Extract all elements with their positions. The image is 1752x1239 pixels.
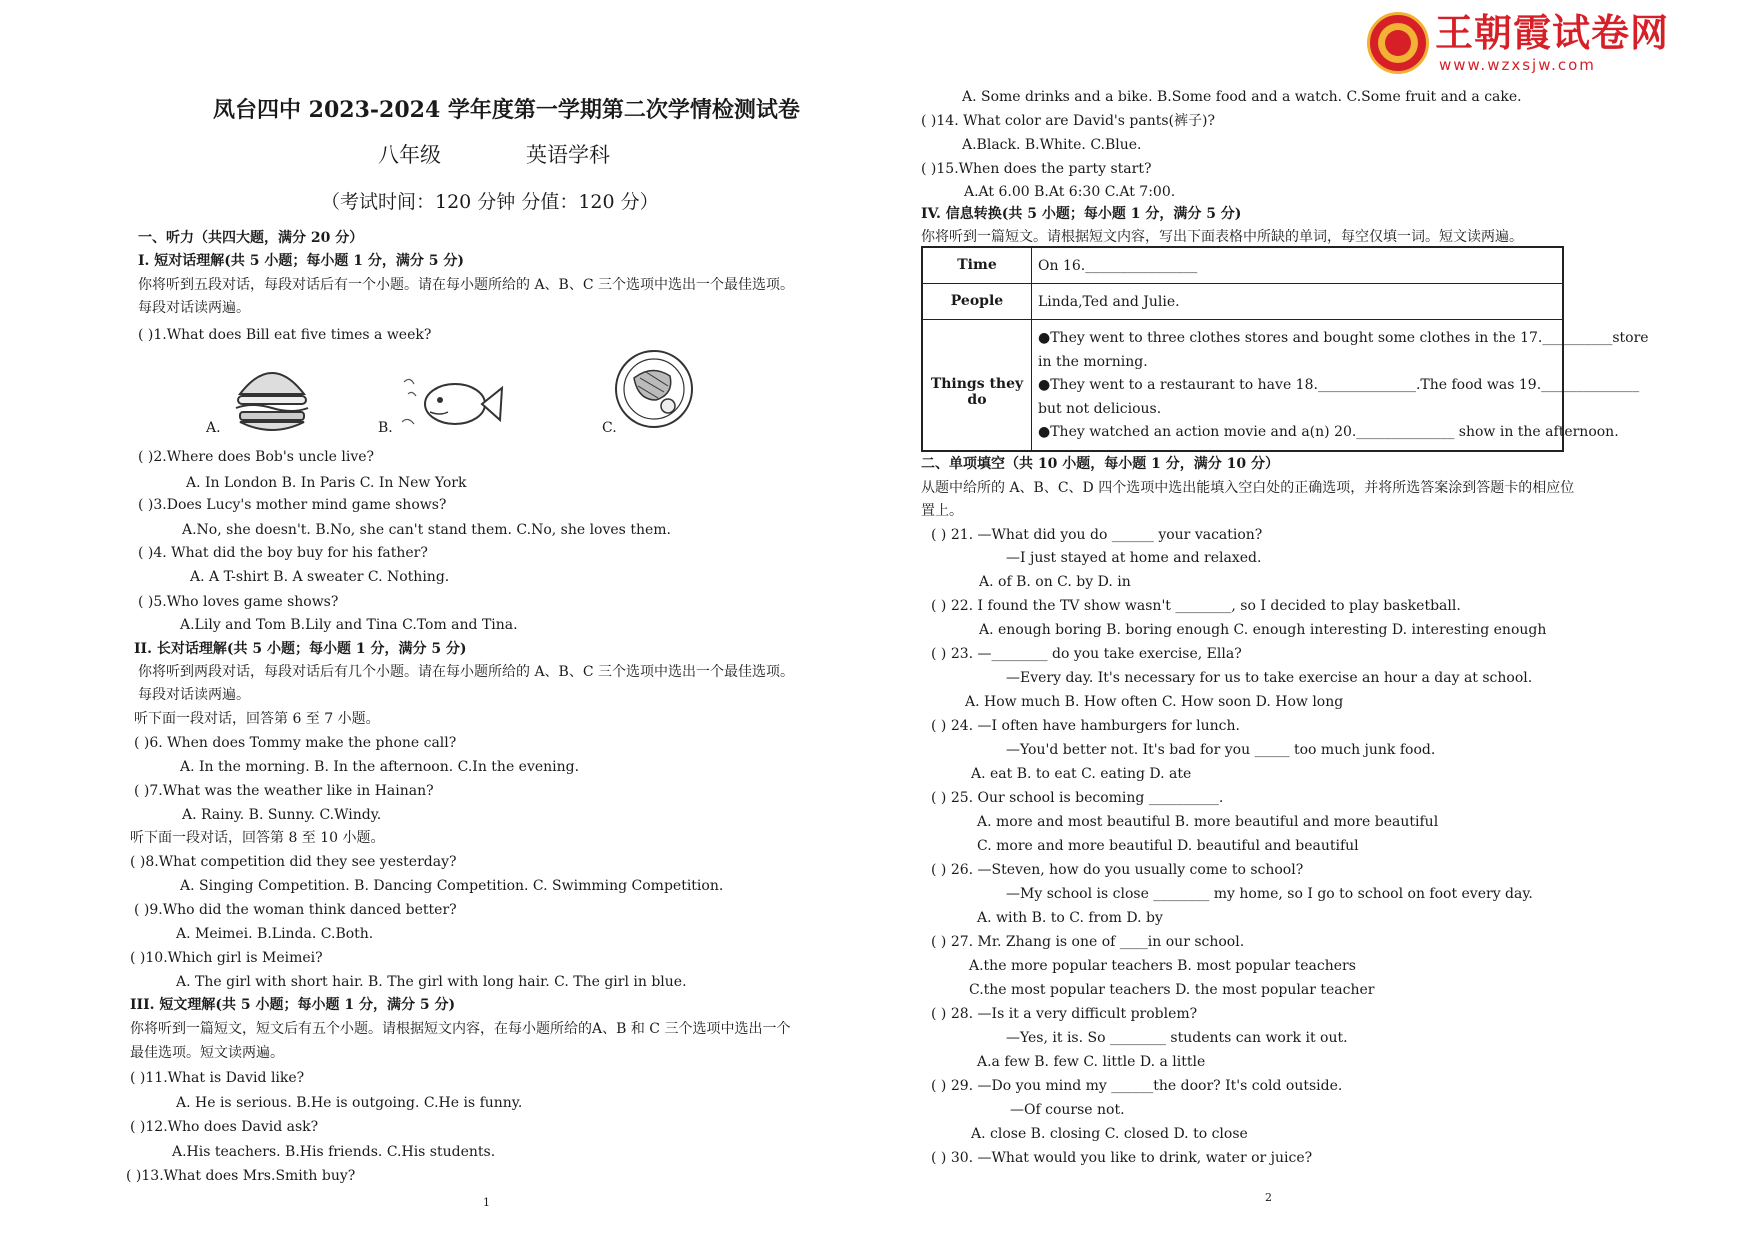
question-25-options-2: C. more and more beautiful D. beautiful and beautiful bbox=[977, 838, 1359, 854]
things-line: ●They watched an action movie and a(n) 20.______________ show in the afternoon. bbox=[1038, 424, 1619, 440]
question-15-options: A.At 6.00 B.At 6:30 C.At 7:00. bbox=[964, 184, 1176, 200]
question-1: ( )1.What does Bill eat five times a week? bbox=[138, 327, 432, 343]
things-label: Things they do bbox=[930, 376, 1024, 408]
question-27-options-1: A.the more popular teachers B. most popular teachers bbox=[969, 958, 1356, 974]
question-14: ( )14. What color are David's pants(裤子)? bbox=[921, 113, 1215, 129]
part1-instruction-2: 每段对话读两遍。 bbox=[138, 300, 250, 316]
part3-heading: III. 短文理解(共 5 小题；每小题 1 分，满分 5 分) bbox=[130, 997, 456, 1013]
question-9-options: A. Meimei. B.Linda. C.Both. bbox=[176, 926, 374, 942]
table-row bbox=[923, 284, 1562, 320]
question-23-line-2: —Every day. It's necessary for us to take exercise an hour a day at school. bbox=[1006, 670, 1533, 686]
question-24-options: A. eat B. to eat C. eating D. ate bbox=[971, 766, 1192, 782]
listening-header: 一、听力（共四大题，满分 20 分） bbox=[138, 230, 364, 246]
question-13-options: A. Some drinks and a bike. B.Some food and a watch. C.Some fruit and a cake. bbox=[962, 89, 1522, 105]
question-6-options: A. In the morning. B. In the afternoon. C.In the evening. bbox=[180, 759, 580, 775]
question-5: ( )5.Who loves game shows? bbox=[138, 594, 339, 610]
question-11-options: A. He is serious. B.He is outgoing. C.He is funny. bbox=[176, 1095, 523, 1111]
fish-picture bbox=[400, 372, 505, 434]
question-3-options: A.No, she doesn't. B.No, she can't stand them. C.No, she loves them. bbox=[182, 522, 671, 538]
question-29: ( ) 29. —Do you mind my ______the door? It's cold outside. bbox=[931, 1078, 1343, 1094]
hamburger-picture bbox=[232, 358, 312, 434]
things-line: ●They went to a restaurant to have 18.______________.The food was 19.______________ bbox=[1038, 377, 1640, 393]
question-14-options: A.Black. B.White. C.Blue. bbox=[962, 137, 1142, 153]
question-25-options-1: A. more and most beautiful B. more beautiful and more beautiful bbox=[977, 814, 1439, 830]
part5-instruction: 从题中给所的 A、B、C、D 四个选项中选出能填入空白处的正确选项，并将所选答案涂到答题卡的相应位 bbox=[921, 480, 1575, 496]
part3-instruction-2: 最佳选项。短文读两遍。 bbox=[130, 1045, 284, 1061]
things-line: but not delicious. bbox=[1038, 401, 1162, 417]
things-line: ●They went to three clothes stores and bought some clothes in the 17.__________store bbox=[1038, 330, 1649, 346]
part2-sub-instruction-1: 听下面一段对话，回答第 6 至 7 小题。 bbox=[134, 711, 380, 727]
part2-instruction-2: 每段对话读两遍。 bbox=[138, 687, 250, 703]
question-26-options: A. with B. to C. from D. by bbox=[977, 910, 1163, 926]
grade-label: 八年级 bbox=[378, 143, 441, 167]
question-21-line-2: —I just stayed at home and relaxed. bbox=[1006, 550, 1262, 566]
question-12-options: A.His teachers. B.His friends. C.His students. bbox=[172, 1144, 496, 1160]
question-2: ( )2.Where does Bob's uncle live? bbox=[138, 449, 375, 465]
time-label: Time bbox=[957, 257, 997, 273]
question-11: ( )11.What is David like? bbox=[130, 1070, 305, 1086]
question-12: ( )12.Who does David ask? bbox=[130, 1119, 319, 1135]
question-22-options: A. enough boring B. boring enough C. enough interesting D. interesting enough bbox=[979, 622, 1547, 638]
table-row bbox=[923, 248, 1562, 284]
question-3: ( )3.Does Lucy's mother mind game shows? bbox=[138, 497, 447, 513]
question-29-options: A. close B. closing C. closed D. to close bbox=[971, 1126, 1248, 1142]
part3-instruction: 你将听到一篇短文，短文后有五个小题。请根据短文内容，在每小题所给的A、B 和 C 三个选项中选出一个 bbox=[130, 1021, 791, 1037]
part1-heading: I. 短对话理解(共 5 小题；每小题 1 分，满分 5 分) bbox=[138, 253, 465, 269]
question-10: ( )10.Which girl is Meimei? bbox=[130, 950, 323, 966]
question-28: ( ) 28. —Is it a very difficult problem? bbox=[931, 1006, 1198, 1022]
question-8-options: A. Singing Competition. B. Dancing Competition. C. Swimming Competition. bbox=[180, 878, 724, 894]
question-22: ( ) 22. I found the TV show wasn't ________, so I decided to play basketball. bbox=[931, 598, 1461, 614]
people-value: Linda,Ted and Julie. bbox=[1038, 294, 1180, 310]
q1-label-c: C. bbox=[602, 420, 617, 436]
exam-title: 凤台四中 2023-2024 学年度第一学期第二次学情检测试卷 bbox=[213, 97, 800, 123]
question-7-options: A. Rainy. B. Sunny. C.Windy. bbox=[182, 807, 382, 823]
question-25: ( ) 25. Our school is becoming __________. bbox=[931, 790, 1224, 806]
info-table bbox=[921, 246, 1649, 452]
people-label: People bbox=[950, 293, 1004, 309]
subject-label: 英语学科 bbox=[526, 143, 610, 167]
question-26-line-2: —My school is close ________ my home, so I go to school on foot every day. bbox=[1006, 886, 1533, 902]
question-24: ( ) 24. —I often have hamburgers for lunch. bbox=[931, 718, 1240, 734]
question-7: ( )7.What was the weather like in Hainan? bbox=[134, 783, 434, 799]
exam-info: （考试时间：120 分钟 分值：120 分） bbox=[321, 191, 659, 213]
page-number-2: 2 bbox=[1265, 1191, 1272, 1204]
logo-url: www.wzxsjw.com bbox=[1439, 56, 1596, 74]
question-24-line-2: —You'd better not. It's bad for you _____ too much junk food. bbox=[1006, 742, 1436, 758]
part5-instruction-2: 置上。 bbox=[921, 503, 963, 519]
part2-sub-instruction-2: 听下面一段对话，回答第 8 至 10 小题。 bbox=[130, 830, 385, 846]
question-15: ( )15.When does the party start? bbox=[921, 161, 1152, 177]
part4-instruction: 你将听到一篇短文。请根据短文内容，写出下面表格中所缺的单词，每空仅填一词。短文读两遍。 bbox=[921, 229, 1523, 245]
part2-heading: II. 长对话理解(共 5 小题；每小题 1 分，满分 5 分) bbox=[134, 641, 467, 657]
question-4: ( )4. What did the boy buy for his father? bbox=[138, 545, 428, 561]
question-4-options: A. A T-shirt B. A sweater C. Nothing. bbox=[190, 569, 450, 585]
question-13: ( )13.What does Mrs.Smith buy? bbox=[126, 1168, 356, 1184]
question-30: ( ) 30. —What would you like to drink, water or juice? bbox=[931, 1150, 1313, 1166]
question-28-options: A.a few B. few C. little D. a little bbox=[977, 1054, 1206, 1070]
question-23: ( ) 23. —________ do you take exercise, Ella? bbox=[931, 646, 1242, 662]
part5-heading: 二、单项填空（共 10 小题，每小题 1 分，满分 10 分） bbox=[921, 456, 1279, 472]
question-8: ( )8.What competition did they see yesterday? bbox=[130, 854, 457, 870]
question-9: ( )9.Who did the woman think danced better? bbox=[134, 902, 457, 918]
question-21-options: A. of B. on C. by D. in bbox=[979, 574, 1131, 590]
page-number-1: 1 bbox=[483, 1196, 490, 1209]
question-26: ( ) 26. —Steven, how do you usually come to school? bbox=[931, 862, 1304, 878]
part4-heading: IV. 信息转换(共 5 小题；每小题 1 分，满分 5 分) bbox=[921, 206, 1242, 222]
question-5-options: A.Lily and Tom B.Lily and Tina C.Tom and Tina. bbox=[180, 617, 518, 633]
question-21: ( ) 21. —What did you do ______ your vacation? bbox=[931, 527, 1263, 543]
table-row bbox=[923, 320, 1649, 450]
q1-label-a: A. bbox=[206, 420, 221, 436]
things-line: in the morning. bbox=[1038, 354, 1148, 370]
q1-label-b: B. bbox=[378, 420, 393, 436]
question-6: ( )6. When does Tommy make the phone call? bbox=[134, 735, 457, 751]
part2-instruction: 你将听到两段对话，每段对话后有几个小题。请在每小题所给的 A、B、C 三个选项中选出一个最佳选项。 bbox=[138, 664, 795, 680]
question-28-line-2: —Yes, it is. So ________ students can work it out. bbox=[1006, 1030, 1348, 1046]
question-2-options: A. In London B. In Paris C. In New York bbox=[186, 475, 467, 491]
question-27: ( ) 27. Mr. Zhang is one of ____in our school. bbox=[931, 934, 1245, 950]
steak-plate-picture bbox=[612, 348, 696, 430]
logo-name: 王朝霞试卷网 bbox=[1435, 11, 1670, 55]
question-27-options-2: C.the most popular teachers D. the most popular teacher bbox=[969, 982, 1375, 998]
question-10-options: A. The girl with short hair. B. The girl with long hair. C. The girl in blue. bbox=[176, 974, 687, 990]
question-23-options: A. How much B. How often C. How soon D. How long bbox=[965, 694, 1344, 710]
part1-instruction: 你将听到五段对话，每段对话后有一个小题。请在每小题所给的 A、B、C 三个选项中选出一个最佳选项。 bbox=[138, 277, 795, 293]
question-29-line-2: —Of course not. bbox=[1010, 1102, 1125, 1118]
time-value: On 16.________________ bbox=[1038, 258, 1198, 274]
